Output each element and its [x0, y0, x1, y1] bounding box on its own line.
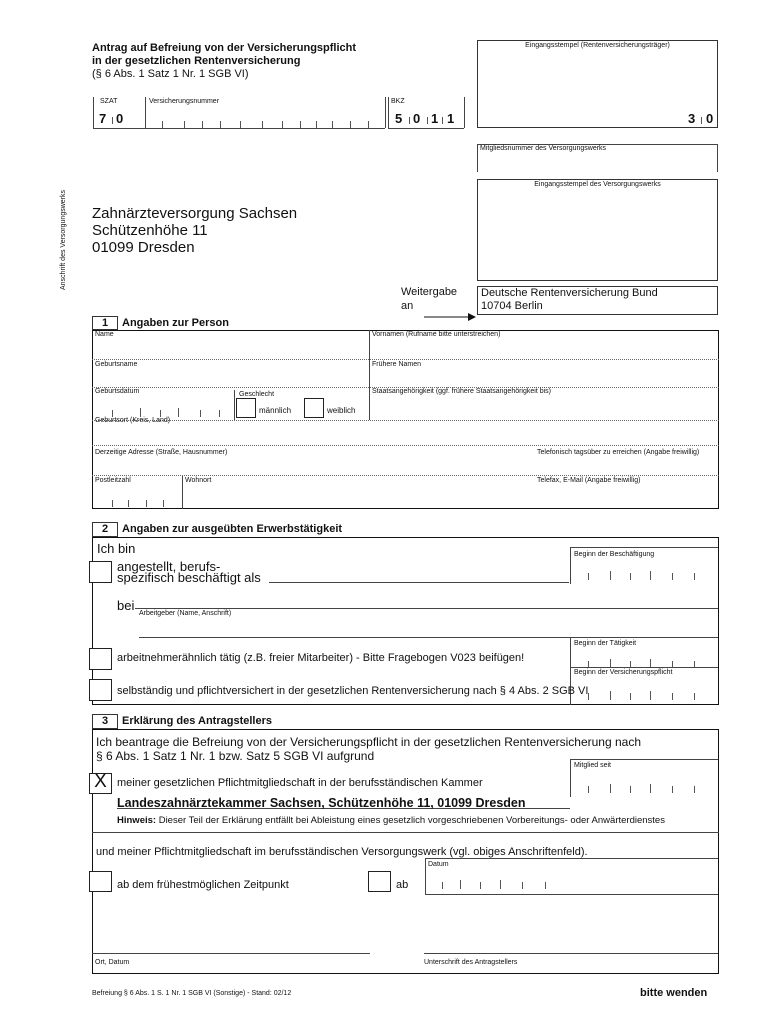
address-line2: Schützenhöhe 11: [92, 222, 208, 239]
maennlich-label: männlich: [259, 406, 292, 415]
bei-label: bei: [117, 598, 135, 613]
wohnort-label: Wohnort: [185, 477, 212, 484]
section3-title: Erklärung des Antragstellers: [122, 715, 272, 727]
stamp-vw-box: [477, 179, 718, 281]
vornamen-field[interactable]: [372, 340, 716, 358]
postleitzahl-field[interactable]: [95, 486, 179, 506]
telefax-field[interactable]: [537, 486, 717, 506]
form-id: Befreiung § 6 Abs. 1 S. 1 Nr. 1 SGB VI (Sonstige) - Stand: 02/12: [92, 990, 292, 997]
weitergabe-label: Weitergabe: [401, 286, 458, 298]
intro-line1: Ich beantrage die Befreiung von der Versicherungspflicht in der gesetzlichen Rentenversicherung nach: [96, 735, 642, 749]
bkz-digit-2: 0: [413, 111, 421, 126]
selbstaendig-label: selbständig und pflichtversichert in der gesetzlichen Rentenversicherung nach § 4 Abs. 2 SGB VI: [117, 685, 589, 697]
geburtsdatum-field[interactable]: [95, 396, 230, 416]
rv-digit-1: 3: [688, 111, 696, 126]
unterschrift-field[interactable]: [424, 930, 716, 952]
stamp-rv-box: [477, 40, 718, 128]
szat-digit-1: 7: [99, 111, 107, 126]
arbeitgeber-field[interactable]: [137, 618, 715, 636]
geburtsdatum-label: Geburtsdatum: [95, 388, 140, 395]
weiblich-checkbox[interactable]: [304, 398, 324, 418]
fruehestmoeglich-checkbox[interactable]: [89, 871, 112, 892]
staatsangehoerigkeit-label: Staatsangehörigkeit (ggf. frühere Staatsangehörigkeit bis): [372, 388, 551, 395]
weiblich-label: weiblich: [327, 406, 356, 415]
angestellt-label-2: spezifisch beschäftigt als: [117, 570, 261, 585]
geburtsname-field[interactable]: [95, 369, 367, 386]
mitglied-field[interactable]: [478, 155, 716, 171]
selbstaendig-checkbox[interactable]: [89, 679, 112, 701]
kammer-label: meiner gesetzlichen Pflichtmitgliedschaft in der berufsständischen Kammer: [117, 777, 483, 789]
section2-number: 2: [101, 523, 109, 535]
section1-number: 1: [101, 317, 109, 329]
section3-number: 3: [101, 715, 109, 727]
unterschrift-label: Unterschrift des Antragstellers: [424, 959, 518, 966]
name-field[interactable]: [95, 340, 367, 358]
name-label: Name: [95, 331, 114, 338]
an-label: an: [401, 300, 414, 312]
angestellt-label-1: angestellt, berufs-: [117, 559, 221, 574]
beschaeftigt-als-field[interactable]: [269, 566, 569, 582]
adresse-field[interactable]: [95, 457, 515, 474]
hinweis-text: Hinweis: Dieser Teil der Erklärung entfällt bei Ableistung eines gesetzlich vorgeschriebenen Vorbereitungs- oder Anwärterdienstes: [117, 815, 665, 826]
fruehestmoeglich-label: ab dem frühestmöglichen Zeitpunkt: [117, 879, 289, 891]
bkz-digit-4: 1: [447, 111, 455, 126]
bkz-digit-3: 1: [431, 111, 439, 126]
versnr-label: Versicherungsnummer: [149, 98, 220, 105]
address-side-label: Anschrift des Versorgungswerks: [60, 190, 67, 290]
arbeitnehmeraehnlich-label: arbeitnehmerähnlich tätig (z.B. freier Mitarbeiter) - Bitte Fragebogen V023 beifügen!: [117, 652, 525, 664]
arbeitgeber-label: Arbeitgeber (Name, Anschrift): [139, 610, 232, 617]
ort-datum-label: Ort, Datum: [95, 959, 130, 966]
rv-digit-2: 0: [706, 111, 714, 126]
telefax-label: Telefax, E-Mail (Angabe freiwillig): [537, 477, 641, 484]
staatsangehoerigkeit-field[interactable]: [372, 397, 716, 417]
fruehere-namen-label: Frühere Namen: [372, 361, 422, 368]
recipient-line1: Deutsche Rentenversicherung Bund: [481, 287, 658, 299]
beginn-versicherungspflicht-label: Beginn der Versicherungspflicht: [574, 669, 673, 676]
geburtsort-field[interactable]: [95, 426, 715, 444]
ab-label: ab: [396, 879, 409, 891]
beginn-taetigkeit-label: Beginn der Tätigkeit: [574, 640, 637, 647]
ich-bin-label: Ich bin: [97, 541, 136, 556]
geburtsort-label: Geburtsort (Kreis, Land): [95, 417, 171, 424]
bkz-label: BKZ: [391, 98, 405, 105]
recipient-line2: 10704 Berlin: [481, 300, 543, 312]
bkz-digit-1: 5: [395, 111, 403, 126]
stamp-vw-label: Eingangsstempel des Versorgungswerks: [534, 181, 661, 188]
angestellt-checkbox[interactable]: [89, 561, 112, 583]
geburtsname-label: Geburtsname: [95, 361, 138, 368]
wohnort-field[interactable]: [185, 486, 530, 506]
ort-datum-field[interactable]: [95, 930, 367, 952]
kammer-check-mark: X: [94, 771, 107, 792]
szat-digit-2: 0: [116, 111, 124, 126]
vornamen-label: Vornamen (Rufname bitte unterstreichen): [372, 331, 501, 338]
datum-field[interactable]: [427, 869, 716, 892]
form-title-line2: in der gesetzlichen Rentenversicherung: [92, 55, 301, 67]
intro-line2: § 6 Abs. 1 Satz 1 Nr. 1 bzw. Satz 5 SGB VI aufgrund: [96, 749, 375, 763]
beginn-beschaeftigung-label: Beginn der Beschäftigung: [574, 551, 655, 558]
section1-title: Angaben zur Person: [122, 317, 229, 329]
geschlecht-label: Geschlecht: [239, 391, 275, 398]
ab-checkbox[interactable]: [368, 871, 391, 892]
szat-label: SZAT: [100, 98, 118, 105]
adresse-label: Derzeitige Adresse (Straße, Hausnummer): [95, 449, 228, 456]
section2-title: Angaben zur ausgeübten Erwerbstätigkeit: [122, 523, 343, 535]
arbeitnehmeraehnlich-checkbox[interactable]: [89, 648, 112, 670]
form-title-line3: (§ 6 Abs. 1 Satz 1 Nr. 1 SGB VI): [92, 68, 249, 80]
telefon-label: Telefonisch tagsüber zu erreichen (Angabe freiwillig): [537, 449, 700, 456]
telefon-field[interactable]: [537, 457, 717, 474]
form-title-line1: Antrag auf Befreiung von der Versicherungspflicht: [92, 42, 357, 54]
kammer-name: Landeszahnärztekammer Sachsen, Schützenhöhe 11, 01099 Dresden: [117, 796, 526, 810]
fruehere-namen-field[interactable]: [372, 369, 716, 386]
mitglied-label: Mitgliedsnummer des Versorgungswerks: [480, 145, 607, 152]
stamp-rv-label: Eingangsstempel (Rentenversicherungsträger): [525, 42, 670, 49]
arrow-right-icon: [424, 308, 476, 326]
mitglied-seit-label: Mitglied seit: [574, 762, 611, 769]
versorgungswerk-text: und meiner Pflichtmitgliedschaft im berufsständischen Versorgungswerk (vgl. obiges Anschriftenfeld).: [96, 846, 588, 858]
bitte-wenden: bitte wenden: [640, 987, 708, 999]
maennlich-checkbox[interactable]: [236, 398, 256, 418]
address-line3: 01099 Dresden: [92, 239, 195, 256]
address-line1: Zahnärzteversorgung Sachsen: [92, 205, 298, 222]
datum-label: Datum: [428, 861, 449, 868]
postleitzahl-label: Postleitzahl: [95, 477, 131, 484]
